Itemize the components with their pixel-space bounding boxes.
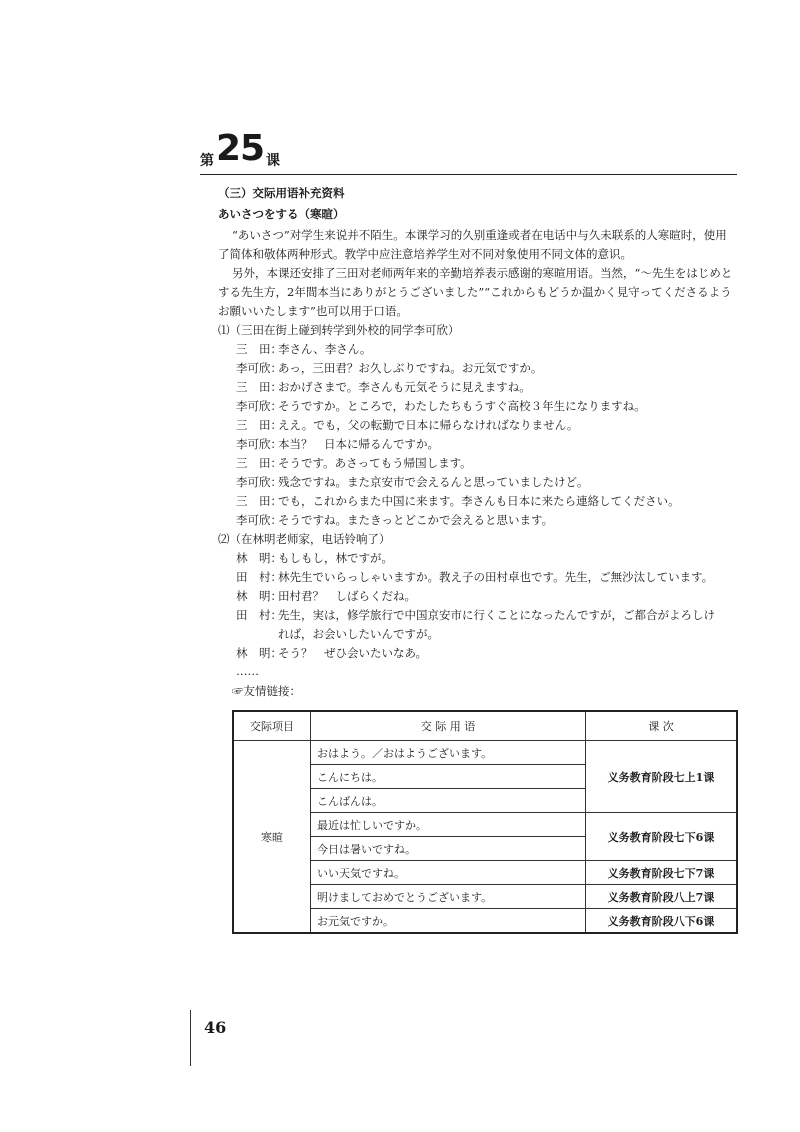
phrase-cell: こんにちは。 [311, 765, 586, 789]
dialogue1-heading: ⑴（三田在街上碰到转学到外校的同学李可欣） [218, 323, 460, 337]
reference-table [232, 710, 738, 934]
dialogue-line [236, 494, 680, 508]
intro-line: 另外，本课还安排了三田对老师两年来的辛勤培养表示感谢的寒暄用语。当然，“～先生をはじめと [232, 266, 733, 280]
dialogue-line [236, 399, 646, 413]
speaker: 林 明： [236, 646, 282, 660]
intro-line: 了简体和敬体两种形式。教学中应注意培养学生对不同对象使用不同文体的意识。 [218, 247, 632, 261]
speaker: 田 村： [236, 608, 282, 622]
utterance: おかげさまで。李さんも元気そうに見えますね。 [278, 380, 531, 394]
course-cell: 义务教育阶段八上7课 [586, 885, 738, 909]
dialogue-line [236, 437, 439, 451]
utterance: そう？ ぜひ会いたいなあ。 [278, 646, 428, 660]
speaker: 李可欣： [236, 437, 282, 451]
utterance: 林先生でいらっしゃいますか。教え子の田村卓也です。先生，ご無沙汰しています。 [278, 570, 714, 584]
category-cell: 寒暄 [233, 741, 311, 934]
section-title: （三）交际用语补充资料 [218, 186, 345, 200]
intro-line: する先生方，2年間本当にありがとうございました”“これからもどうか温かく見守ってくださるよう [218, 285, 732, 299]
dialogue-line [236, 589, 416, 603]
speaker: 三 田： [236, 342, 282, 356]
course-cell: 义务教育阶段七上1课 [586, 741, 738, 813]
utterance: あっ，三田君？お久しぶりですね。お元気ですか。 [278, 361, 543, 375]
dialogue-line [236, 475, 589, 489]
speaker: 三 田： [236, 418, 282, 432]
dialogue-line [236, 361, 542, 375]
table-row [233, 741, 737, 765]
speaker: 李可欣： [236, 361, 282, 375]
utterance: ええ。でも，父の転勤で日本に帰らなければなりません。 [278, 418, 579, 432]
friend-link-label: ☞友情链接： [232, 684, 301, 698]
speaker: 李可欣： [236, 399, 282, 413]
dialogue-line [236, 418, 578, 432]
phrase-cell: 最近は忙しいですか。 [311, 813, 586, 837]
speaker: 李可欣： [236, 513, 282, 527]
phrase-cell: 明けましておめでとうございます。 [311, 885, 586, 909]
speaker: 田 村： [236, 570, 282, 584]
utterance: 本当？ 日本に帰るんですか。 [278, 437, 439, 451]
page-number-rule [190, 1010, 191, 1066]
table-header: 交 际 用 语 [311, 711, 586, 741]
lesson-suffix: 课 [266, 153, 280, 169]
intro-line: お願いいたします”也可以用于口语。 [218, 304, 408, 318]
subtitle: あいさつをする（寒暄） [218, 207, 345, 221]
table-header: 课 次 [586, 711, 738, 741]
utterance: でも，これからまた中国に来ます。李さんも日本に来たら連絡してください。 [278, 494, 680, 508]
dialogue-line [236, 570, 713, 584]
speaker: 三 田： [236, 456, 282, 470]
phrase-cell: おはよう。／おはようございます。 [311, 741, 586, 765]
utterance: 田村君？ しばらくだね。 [278, 589, 416, 603]
ellipsis: …… [236, 664, 259, 678]
intro-line: “あいさつ”对学生来说并不陌生。本课学习的久别重逢或者在电话中与久未联系的人寒暄时，使用 [232, 228, 727, 242]
phrase-cell: お元気ですか。 [311, 909, 586, 934]
speaker: 三 田： [236, 494, 282, 508]
utterance: もしもし，林ですが。 [278, 551, 393, 565]
dialogue-line [236, 627, 439, 641]
utterance: れば，お会いしたいんですが。 [278, 627, 439, 641]
speaker: 李可欣： [236, 475, 282, 489]
dialogue-line [236, 646, 427, 660]
dialogue-line [236, 456, 472, 470]
utterance: そうです。あさってもう帰国します。 [278, 456, 472, 470]
utterance: そうですか。ところで，わたしたちもうすぐ高校３年生になりますね。 [278, 399, 646, 413]
lesson-prefix: 第 [200, 153, 214, 169]
course-cell: 义务教育阶段七下7课 [586, 861, 738, 885]
phrase-cell: いい天気ですね。 [311, 861, 586, 885]
course-cell: 义务教育阶段七下6课 [586, 813, 738, 861]
utterance: そうですね。またきっとどこかで会えると思います。 [278, 513, 554, 527]
phrase-cell: 今日は暑いですね。 [311, 837, 586, 861]
utterance: 残念ですね。また京安市で会えるんと思っていましたけど。 [278, 475, 589, 489]
dialogue-line [236, 551, 393, 565]
page-number: 46 [204, 1018, 227, 1037]
dialogue-line [236, 513, 553, 527]
phrase-cell: こんばんは。 [311, 789, 586, 813]
utterance: 先生，実は，修学旅行で中国京安市に行くことになったんですが，ご都合がよろしけ [278, 608, 715, 622]
dialogue-line [236, 380, 531, 394]
speaker: 林 明： [236, 551, 282, 565]
utterance: 李さん、李さん。 [278, 342, 372, 356]
table-header: 交际项目 [233, 711, 311, 741]
course-cell: 义务教育阶段八下6课 [586, 909, 738, 934]
dialogue-line [236, 608, 715, 622]
lesson-number: 25 [216, 128, 265, 169]
speaker: 林 明： [236, 589, 282, 603]
dialogue2-heading: ⑵（在林明老师家，电话铃响了） [218, 532, 391, 546]
table-header-row [233, 711, 737, 741]
dialogue-line [236, 342, 371, 356]
speaker: 三 田： [236, 380, 282, 394]
